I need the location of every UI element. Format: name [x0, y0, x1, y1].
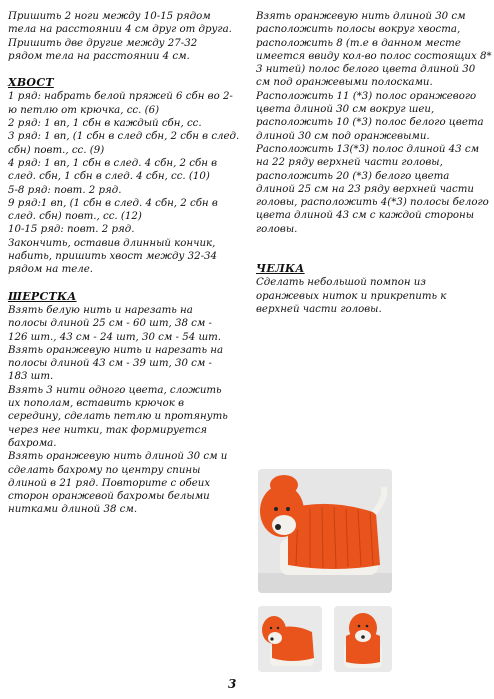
text-line: набить, пришить хвост между 32-34	[8, 251, 217, 263]
text-line: расположить 8 (т.е в данном месте	[256, 37, 461, 49]
text-line: нитками длиной 38 см.	[8, 504, 138, 516]
text-line: рядом на теле.	[8, 264, 94, 276]
text-line: см под оранжевыми полосками.	[256, 77, 433, 89]
text-line: Сделать небольшой помпон из	[256, 277, 426, 289]
text-line: 3 нитей) полос белого цвета длиной 30	[256, 64, 476, 76]
text-line: расположить 20 (*3) белого цвета	[256, 170, 450, 182]
text-line: оранжевых ниток и прикрепить к	[256, 290, 447, 302]
text-line: середину, сделать петлю и протянуть	[8, 411, 228, 423]
text-line: ю петлю от крючка, сс. (6)	[8, 104, 160, 116]
text-line: длиной 30 см под оранжевыми.	[256, 130, 430, 142]
text-line: 1 ряд: набрать белой пряжей 6 сбн во 2-	[8, 91, 233, 103]
text-line: 183 шт.	[8, 371, 54, 383]
text-line: Расположить 13(*3) полос длиной 43 см	[256, 143, 480, 155]
text-line: Взять белую нить и нарезать на	[8, 304, 193, 316]
page-number: 3	[228, 677, 237, 691]
spacer	[8, 63, 240, 76]
left-column	[8, 10, 240, 517]
text-line: головы.	[256, 223, 298, 235]
text-line: Пришить 2 ноги между 10-15 рядом	[8, 11, 211, 22]
text-line: Взять оранжевую нить длиной 30 см	[256, 11, 466, 22]
text-line: тела на расстоянии 4 см друг от друга.	[8, 24, 232, 36]
text-line: их пополам, вставить крючок в	[8, 398, 185, 410]
text-line: 5-8 ряд: повт. 2 ряд.	[8, 184, 122, 196]
text-line: сделать бахрому по центру спины	[8, 464, 201, 476]
text-line: цвета длиной 43 см с каждой стороны	[256, 210, 475, 222]
text-line: след. сбн) повт., сс. (12)	[8, 211, 142, 223]
text-line: 10-15 ряд: повт. 2 ряд.	[8, 224, 135, 236]
text-line: имеется ввиду кол-во полос состоящих 8*	[256, 50, 492, 62]
section-heading: ЧЕЛКА	[256, 262, 305, 276]
text-line: верхней части головы.	[256, 303, 382, 315]
dog-photo-small-2-image	[334, 606, 392, 672]
dog-photo-small-1-image	[258, 606, 322, 672]
right-column	[256, 10, 492, 316]
text-line: сторон оранжевой бахромы белыми	[8, 491, 210, 503]
text-line: Взять оранжевую нить и нарезать на	[8, 344, 224, 356]
text-line: 126 шт., 43 см - 24 шт, 30 см - 54 шт.	[8, 331, 221, 343]
text-line: длиной в 21 ряд. Повторите с обеих	[8, 477, 211, 489]
spacer	[256, 249, 488, 262]
spacer	[256, 236, 488, 249]
text-line: след. сбн, 1 сбн в след. 4 сбн, сс. (10)	[8, 171, 210, 183]
text-line: Расположить 11 (*3) полос оранжевого	[256, 90, 477, 102]
spacer	[8, 277, 240, 290]
text-line: 3 ряд: 1 вп, (1 сбн в след сбн, 2 сбн в след.	[8, 131, 240, 143]
dog-photo-large-image	[258, 469, 392, 593]
text-line: бахрома.	[8, 437, 57, 449]
text-line: расположить полосы вокруг хвоста,	[256, 24, 461, 36]
text-line: длиной 25 см на 23 ряду верхней части	[256, 183, 474, 195]
text-line: рядом тела на расстоянии 4 см.	[8, 50, 190, 62]
section-heading: ХВОСТ	[8, 76, 54, 90]
text-line: головы, расположить 4(*3) полосы белого	[256, 197, 489, 209]
text-line: Взять 3 нити одного цвета, сложить	[8, 384, 222, 396]
dog-photo-small-1	[258, 606, 322, 672]
text-line: 4 ряд: 1 вп, 1 сбн в след. 4 сбн, 2 сбн в	[8, 157, 218, 169]
text-line: Взять оранжевую нить длиной 30 см и	[8, 451, 228, 463]
section-heading: ШЕРСТКА	[8, 289, 77, 303]
text-line: Закончить, оставив длинный кончик,	[8, 237, 216, 249]
dog-photo-small-2	[334, 606, 392, 672]
text-line: сбн) повт., сс. (9)	[8, 144, 105, 156]
text-line: через нее нитки, так формируется	[8, 424, 208, 436]
text-line: 2 ряд: 1 вп, 1 сбн в каждый сбн, сс.	[8, 118, 202, 130]
dog-photo-large	[258, 469, 392, 593]
text-line: 9 ряд:1 вп, (1 сбн в след. 4 сбн, 2 сбн в	[8, 197, 218, 209]
text-line: Пришить две другие между 27-32	[8, 37, 198, 49]
text-line: цвета длиной 30 см вокруг шеи,	[256, 104, 435, 116]
text-line: полосы длиной 43 см - 39 шт, 30 см -	[8, 358, 212, 370]
text-line: расположить 10 (*3) полос белого цвета	[256, 117, 484, 129]
text-line: полосы длиной 25 см - 60 шт, 38 см -	[8, 318, 212, 330]
text-line: на 22 ряду верхней части головы,	[256, 157, 443, 169]
